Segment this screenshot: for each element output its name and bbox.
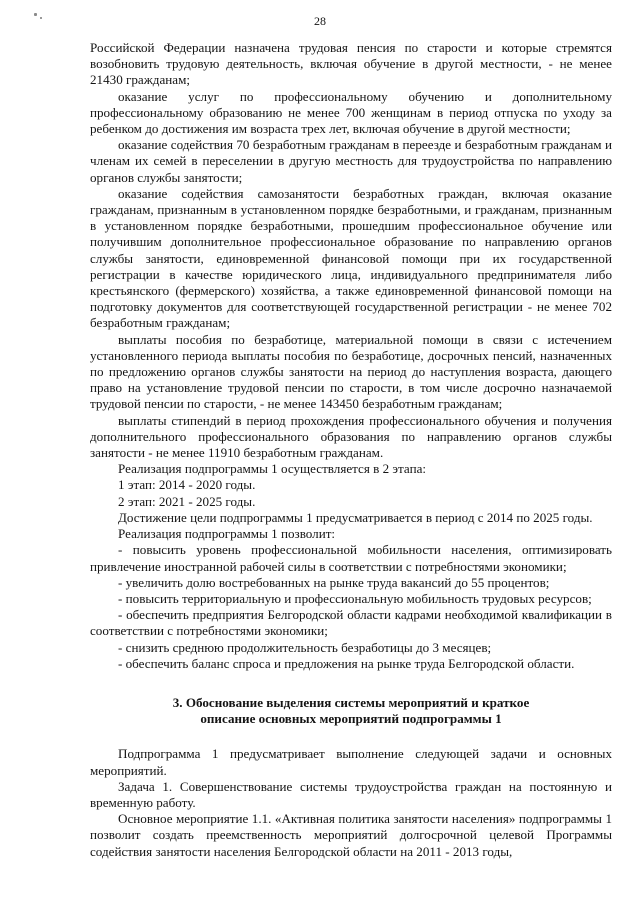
paragraph: оказание содействия самозанятости безработных граждан, включая оказание гражданам, признанным в установленном порядке безработными, и гражданам, признанным в установленном порядке безработными, прошедшим профессиональное обучение или получившим дополнительное профессиональное образование по направлению органов службы занятости, единовременной финансовой помощи при их государственной регистрации в качестве юридического лица, индивидуального предпринимателя либо крестьянского (фермерского) хозяйства, а также единовременной финансовой помощи на подготовку документов для соответствующей государственной регистрации - не менее 702 безработным гражданам; [90,185,612,331]
document-body [90,40,612,860]
list-item: - повысить территориальную и профессиональную мобильность трудовых ресурсов; [118,590,592,606]
paragraph: 2 этап: 2021 - 2025 годы. [118,493,256,509]
list-item: - обеспечить предприятия Белгородской области кадрами необходимой квалификации в соответствии с потребностями экономики; [90,607,612,639]
paragraph: Основное мероприятие 1.1. «Активная политика занятости населения» подпрограммы 1 позволит создать преемственность мероприятий долгосрочной целевой Программы содействия занятости населения Белгородской области на 2011 - 2013 годы, [90,811,612,859]
page-number: 28 [314,14,326,28]
paragraph: выплаты пособия по безработице, материальной помощи в связи с истечением установленного периода выплаты пособия по безработице, досрочных пенсий, назначенных по предложению органов службы занятости на период до наступления возраста, дающего право на установление трудовой пенсии по старости, в том числе досрочно назначаемой трудовой пенсии по старости, - не менее 143450 безработным гражданам; [90,331,612,412]
paragraph: оказание услуг по профессиональному обучению и дополнительному профессиональному образованию не менее 700 женщинам в период отпуска по уходу за ребенком до достижения им возраста трех лет, включая обучение в другой местности; [90,88,612,137]
paragraph: Задача 1. Совершенствование системы трудоустройства граждан на постоянную и временную работу. [90,778,612,810]
list-item: - повысить уровень профессиональной мобильности населения, оптимизировать привлечение иностранной рабочей силы в соответствии с потребностями экономики; [90,542,612,574]
paragraph: выплаты стипендий в период прохождения профессионального обучения и получения дополнительного профессионального образования по направлению органов службы занятости - не менее 11910 безработным гражданам. [90,412,612,461]
list-item: - снизить среднюю продолжительность безработицы до 3 месяцев; [118,639,492,655]
section-heading [90,695,612,727]
paragraph: Реализация подпрограммы 1 осуществляется в 2 этапа: [118,461,427,477]
paragraph: Подпрограмма 1 предусматривает выполнение следующей задачи и основных мероприятий. [90,746,612,778]
paragraph: оказание содействия 70 безработным гражданам в переезде и безработным гражданам и членам их семей в переселении в другую местность для трудоустройства по направлению органов службы занятости; [90,137,612,185]
section-heading-line: 3. Обоснование выделения системы мероприятий и краткое [172,694,530,710]
paragraph: Российской Федерации назначена трудовая пенсия по старости и которые стремятся возобновить трудовую деятельность, включая обучение в другой местности, - не менее 21430 гражданам; [90,40,612,88]
paragraph: Реализация подпрограммы 1 позволит: [118,526,336,542]
paragraph: Достижение цели подпрограммы 1 предусматривается в период с 2014 по 2025 годы. [118,509,593,525]
paragraph: 1 этап: 2014 - 2020 годы. [118,477,256,493]
section-heading-line: описание основных мероприятий подпрограммы 1 [200,711,502,727]
list-item: - обеспечить баланс спроса и предложения на рынке труда Белгородской области. [118,655,575,671]
list-item: - увеличить долю востребованных на рынке труда вакансий до 55 процентов; [118,574,550,590]
